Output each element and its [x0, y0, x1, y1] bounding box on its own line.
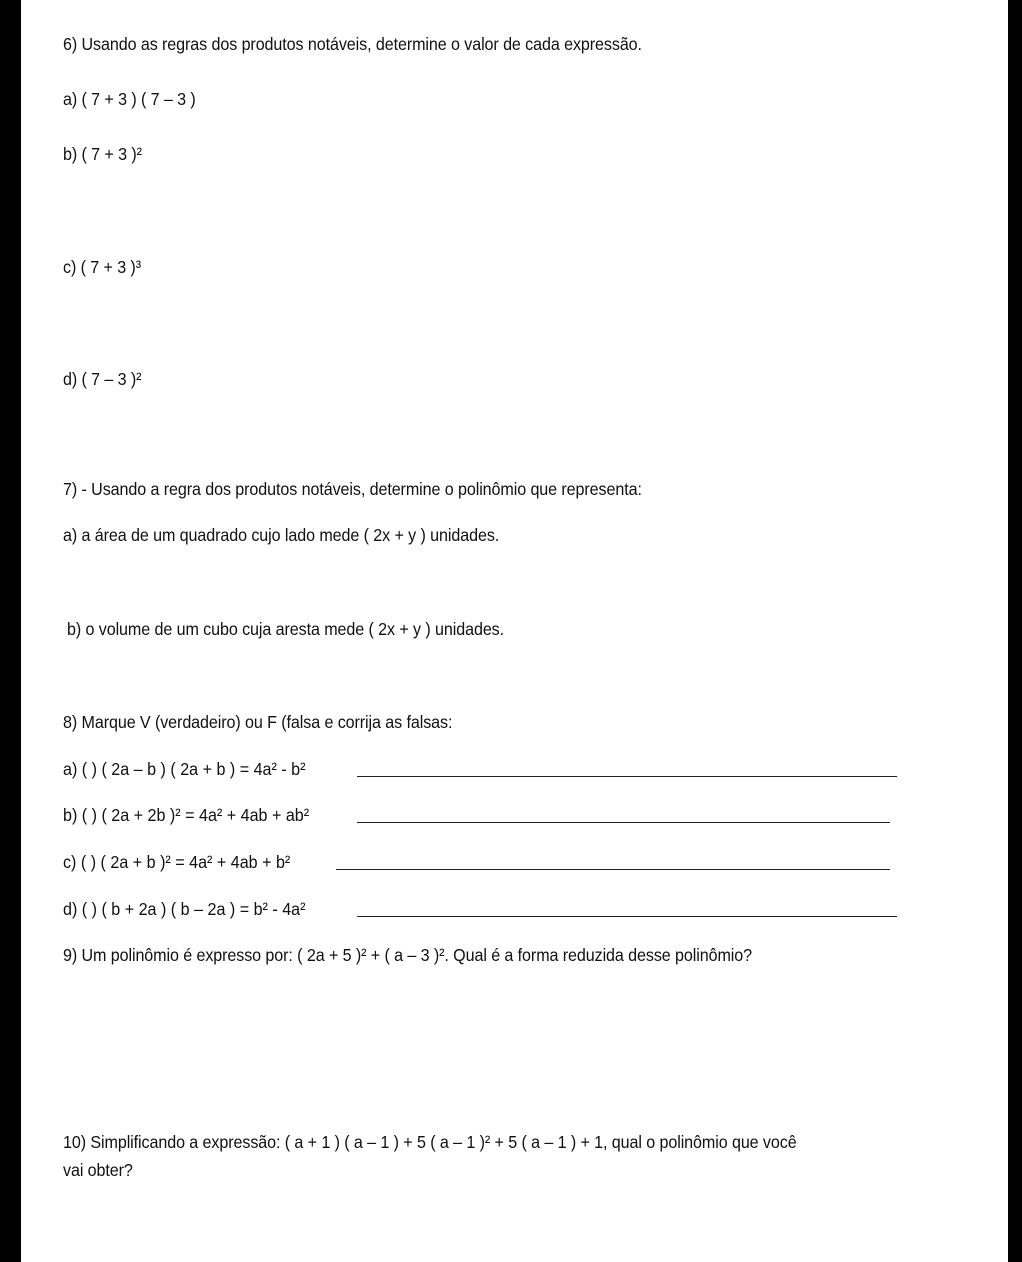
question-8-item-d-text: d) ( ) ( b + 2a ) ( b – 2a ) = b² - 4a² — [63, 899, 306, 919]
page-border-left — [0, 0, 21, 1262]
question-7-item-a: a) a área de um quadrado cujo lado mede ( 2x + y ) unidades. — [63, 525, 500, 545]
answer-line-8d[interactable] — [357, 916, 897, 917]
question-8-item-d — [63, 896, 327, 920]
question-6-item-b: b) ( 7 + 3 )² — [63, 144, 142, 164]
question-10-line-1: 10) Simplificando a expressão: ( a + 1 ) ( a – 1 ) + 5 ( a – 1 )² + 5 ( a – 1 ) + 1, qual o polinômio que você — [63, 1132, 797, 1152]
question-6-item-d: d) ( 7 – 3 )² — [63, 369, 142, 389]
question-6-item-c: c) ( 7 + 3 )³ — [63, 257, 141, 277]
question-8-item-a — [63, 756, 327, 780]
question-6-title: 6) Usando as regras dos produtos notáveis, determine o valor de cada expressão. — [63, 34, 642, 54]
question-8-item-a-text: a) ( ) ( 2a – b ) ( 2a + b ) = 4a² - b² — [63, 759, 306, 779]
question-8-title: 8) Marque V (verdadeiro) ou F (falsa e corrija as falsas: — [63, 712, 453, 732]
answer-line-8b[interactable] — [357, 822, 890, 823]
question-10-line-2: vai obter? — [63, 1160, 133, 1180]
question-8-item-b-text: b) ( ) ( 2a + 2b )² = 4a² + 4ab + ab² — [63, 805, 310, 825]
question-6-item-a: a) ( 7 + 3 ) ( 7 – 3 ) — [63, 89, 196, 109]
question-7-title: 7) - Usando a regra dos produtos notáveis, determine o polinômio que representa: — [63, 479, 642, 499]
page-border-right — [1008, 0, 1022, 1262]
question-8-item-c-text: c) ( ) ( 2a + b )² = 4a² + 4ab + b² — [63, 852, 291, 872]
answer-line-8a[interactable] — [357, 776, 897, 777]
answer-line-8c[interactable] — [336, 869, 890, 870]
question-8-item-b — [63, 802, 331, 826]
question-8-item-c — [63, 849, 310, 873]
question-7-item-b: b) o volume de um cubo cuja aresta mede ( 2x + y ) unidades. — [67, 619, 505, 639]
question-9-text: 9) Um polinômio é expresso por: ( 2a + 5 )² + ( a – 3 )². Qual é a forma reduzida desse polinômio? — [63, 945, 752, 965]
